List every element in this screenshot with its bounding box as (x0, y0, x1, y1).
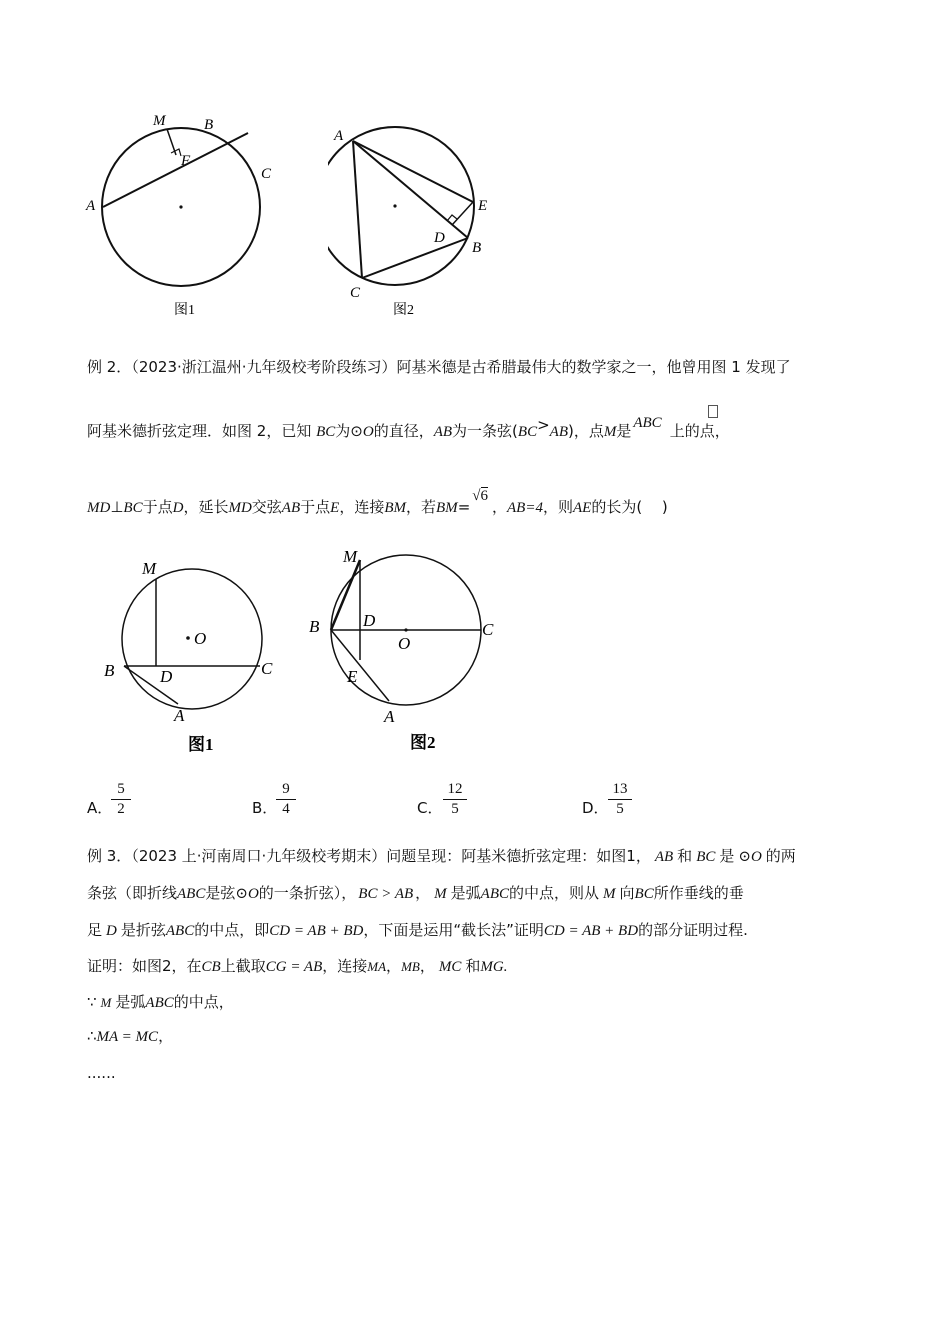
point-label: D (434, 230, 445, 246)
numerator: 12 (447, 781, 463, 797)
text: 和 (677, 847, 693, 865)
ex2-label: 例 2． (87, 358, 132, 376)
math-var: MA (367, 959, 387, 974)
text: ， (419, 957, 435, 975)
text: 是弧 (450, 884, 481, 902)
figure-caption: 图1 (188, 735, 214, 754)
text: 是折弦 (120, 921, 166, 939)
math-var: E (330, 500, 340, 516)
math-var: ⊙O (738, 849, 762, 865)
math-var: AE (572, 500, 592, 516)
text: 阿基米德是古希腊最伟大的数学家之一，他曾用图 1 发现了 (396, 358, 791, 376)
figure-caption: 图1 (174, 303, 195, 318)
ex3-ellipsis: ...... (87, 1064, 116, 1082)
numerator: 9 (282, 781, 290, 797)
math-var: M (434, 886, 447, 902)
point-label: B (104, 661, 115, 680)
text: 是 (616, 422, 632, 440)
math-var: AB (654, 849, 674, 865)
arc-placeholder-box (708, 405, 718, 418)
math-var: AB (549, 424, 568, 440)
text: 的中点，则从 (509, 884, 600, 902)
math-var: BC (696, 849, 716, 865)
text: ，延长 (183, 498, 229, 516)
text: 所作垂线的垂 (653, 884, 744, 902)
text: 足 (87, 921, 103, 939)
point-label: M (142, 559, 157, 578)
text: 上的点， (669, 422, 730, 440)
therefore-symbol: ∴ (87, 1027, 97, 1045)
math-var: MB (401, 959, 420, 974)
math-var: M (100, 995, 112, 1010)
math-var: BC (634, 886, 654, 902)
math-var: D (172, 500, 184, 516)
point-label: A (86, 198, 96, 214)
ex2-figure-1 (98, 552, 288, 762)
option-fraction (608, 781, 632, 818)
ex2-line-1 (87, 356, 791, 377)
text: ，则 (542, 498, 573, 516)
math-var: ⊙O (235, 886, 259, 902)
text: ， (492, 498, 508, 516)
text: ，连接 (322, 957, 368, 975)
text: 上截取 (220, 957, 266, 975)
text: 是 (719, 847, 735, 865)
math-expr: BC > AB (358, 886, 414, 902)
text: 的中点， (173, 993, 234, 1011)
math-var: CB (201, 959, 221, 975)
text: 的直径， (373, 422, 434, 440)
math-var: MD (87, 500, 111, 516)
text: 为⊙ (335, 422, 363, 440)
point-label: E (347, 667, 358, 686)
math-var: BC (316, 424, 336, 440)
denominator: 5 (616, 801, 624, 817)
option-fraction (111, 781, 131, 818)
point-label: D (363, 611, 376, 630)
perp-symbol: ⊥ (110, 498, 124, 516)
point-label: C (482, 620, 494, 639)
math-var: MD (228, 500, 252, 516)
option-letter: D． (582, 799, 609, 817)
math-var: BM (436, 500, 458, 516)
point-label: B (204, 117, 214, 133)
math-expr: CD = AB + BD (269, 923, 364, 939)
text: ， (386, 957, 402, 975)
point-label: A (174, 706, 185, 725)
math-expr: MA = MC (96, 1029, 159, 1045)
math-var: BC (517, 424, 538, 440)
gt-symbol: > (537, 416, 550, 434)
denominator: 2 (117, 801, 125, 817)
point-label: D (160, 667, 173, 686)
point-label: A (334, 128, 344, 144)
arc-label: ABC (633, 415, 662, 431)
math-var: AB (433, 424, 453, 440)
numerator: 5 (117, 781, 125, 797)
text: ， (158, 1027, 174, 1045)
math-var: AB (281, 500, 301, 516)
ex2-line-2 (87, 415, 730, 441)
point-label: O (398, 634, 411, 653)
figure-caption: 图2 (410, 733, 436, 752)
text: 的部分证明过程. (638, 921, 748, 939)
ex3-line-3 (87, 919, 748, 940)
option-fraction (443, 781, 467, 818)
text: 交弦 (251, 498, 282, 516)
sqrt-radicand: 6 (480, 488, 488, 504)
ex3-source: （2023 上·河南周口·九年级校考期末） (131, 847, 387, 865)
ex2-source: （2023·浙江温州·九年级校考阶段练习） (131, 358, 397, 376)
ex3-line-1 (87, 845, 796, 866)
math-var: ABC (165, 923, 195, 939)
ex3-line-4 (87, 955, 507, 976)
text: ， (415, 884, 431, 902)
math-var: MG. (480, 959, 508, 975)
text: 的两 (765, 847, 796, 865)
option-letter: C． (417, 799, 443, 817)
text: 问题呈现：阿基米德折弦定理：如图1， (386, 847, 651, 865)
point-label: C (261, 166, 272, 182)
text: ，若 (406, 498, 437, 516)
math-var: BM (384, 500, 406, 516)
text: 为一条弦( (452, 422, 518, 440)
math-var: MC (438, 959, 462, 975)
point-label: B (309, 617, 320, 636)
math-expr: CG = AB (265, 959, 323, 975)
text: 的长为( ) (591, 498, 668, 516)
text: 向 (619, 884, 635, 902)
text: 于点 (300, 498, 331, 516)
denominator: 4 (282, 801, 290, 817)
option-letter: A． (87, 799, 113, 817)
math-var: O (362, 424, 374, 440)
text: = (457, 498, 471, 516)
math-var: M (603, 424, 617, 440)
top-figure-2 (328, 105, 508, 325)
text: 的一条折弦）， (258, 884, 357, 902)
top-figure-1 (80, 105, 280, 325)
math-expr: CD = AB + BD (543, 923, 639, 939)
math-var: ABC (177, 886, 206, 902)
point-label: M (153, 113, 166, 129)
point-label: O (194, 629, 207, 648)
math-var: ABC (145, 995, 174, 1011)
math-var: M (603, 886, 616, 902)
text: 是弦 (205, 884, 236, 902)
denominator: 5 (451, 801, 459, 817)
ex3-line-5 (87, 991, 234, 1012)
point-label: M (343, 547, 358, 566)
point-label: F (181, 153, 191, 169)
ex3-label: 例 3． (87, 847, 132, 865)
text: ，连接 (339, 498, 385, 516)
text: ，下面是运用“截长法”证明 (363, 921, 544, 939)
option-fraction (276, 781, 296, 818)
ex3-line-6 (87, 1025, 173, 1046)
point-label: C (261, 659, 273, 678)
text: 条弦（即折线 (87, 884, 178, 902)
text: 阿基米德折弦定理．如图 2，已知 (87, 422, 312, 440)
math-var: AB=4 (507, 500, 543, 516)
math-var: ABC (480, 886, 510, 902)
text: 是弧 (115, 993, 146, 1011)
point-label: B (472, 240, 482, 256)
ex3-line-2 (87, 882, 744, 903)
numerator: 13 (612, 781, 628, 797)
math-var: BC (123, 500, 143, 516)
text: 于点 (142, 498, 173, 516)
point-label: A (384, 707, 395, 726)
option-letter: B． (252, 799, 278, 817)
ex2-figure-2 (305, 540, 505, 755)
ex2-line-3 (87, 488, 668, 517)
text: )，点 (567, 422, 604, 440)
point-label: E (478, 198, 488, 214)
figure-caption: 图2 (393, 303, 414, 318)
text: 证明：如图2，在 (87, 957, 202, 975)
math-var: D (106, 923, 117, 939)
point-label: C (350, 285, 361, 301)
because-symbol: ∵ (87, 993, 97, 1011)
text: 和 (465, 957, 481, 975)
sqrt: √6 (472, 488, 488, 504)
text: 的中点，即 (194, 921, 270, 939)
